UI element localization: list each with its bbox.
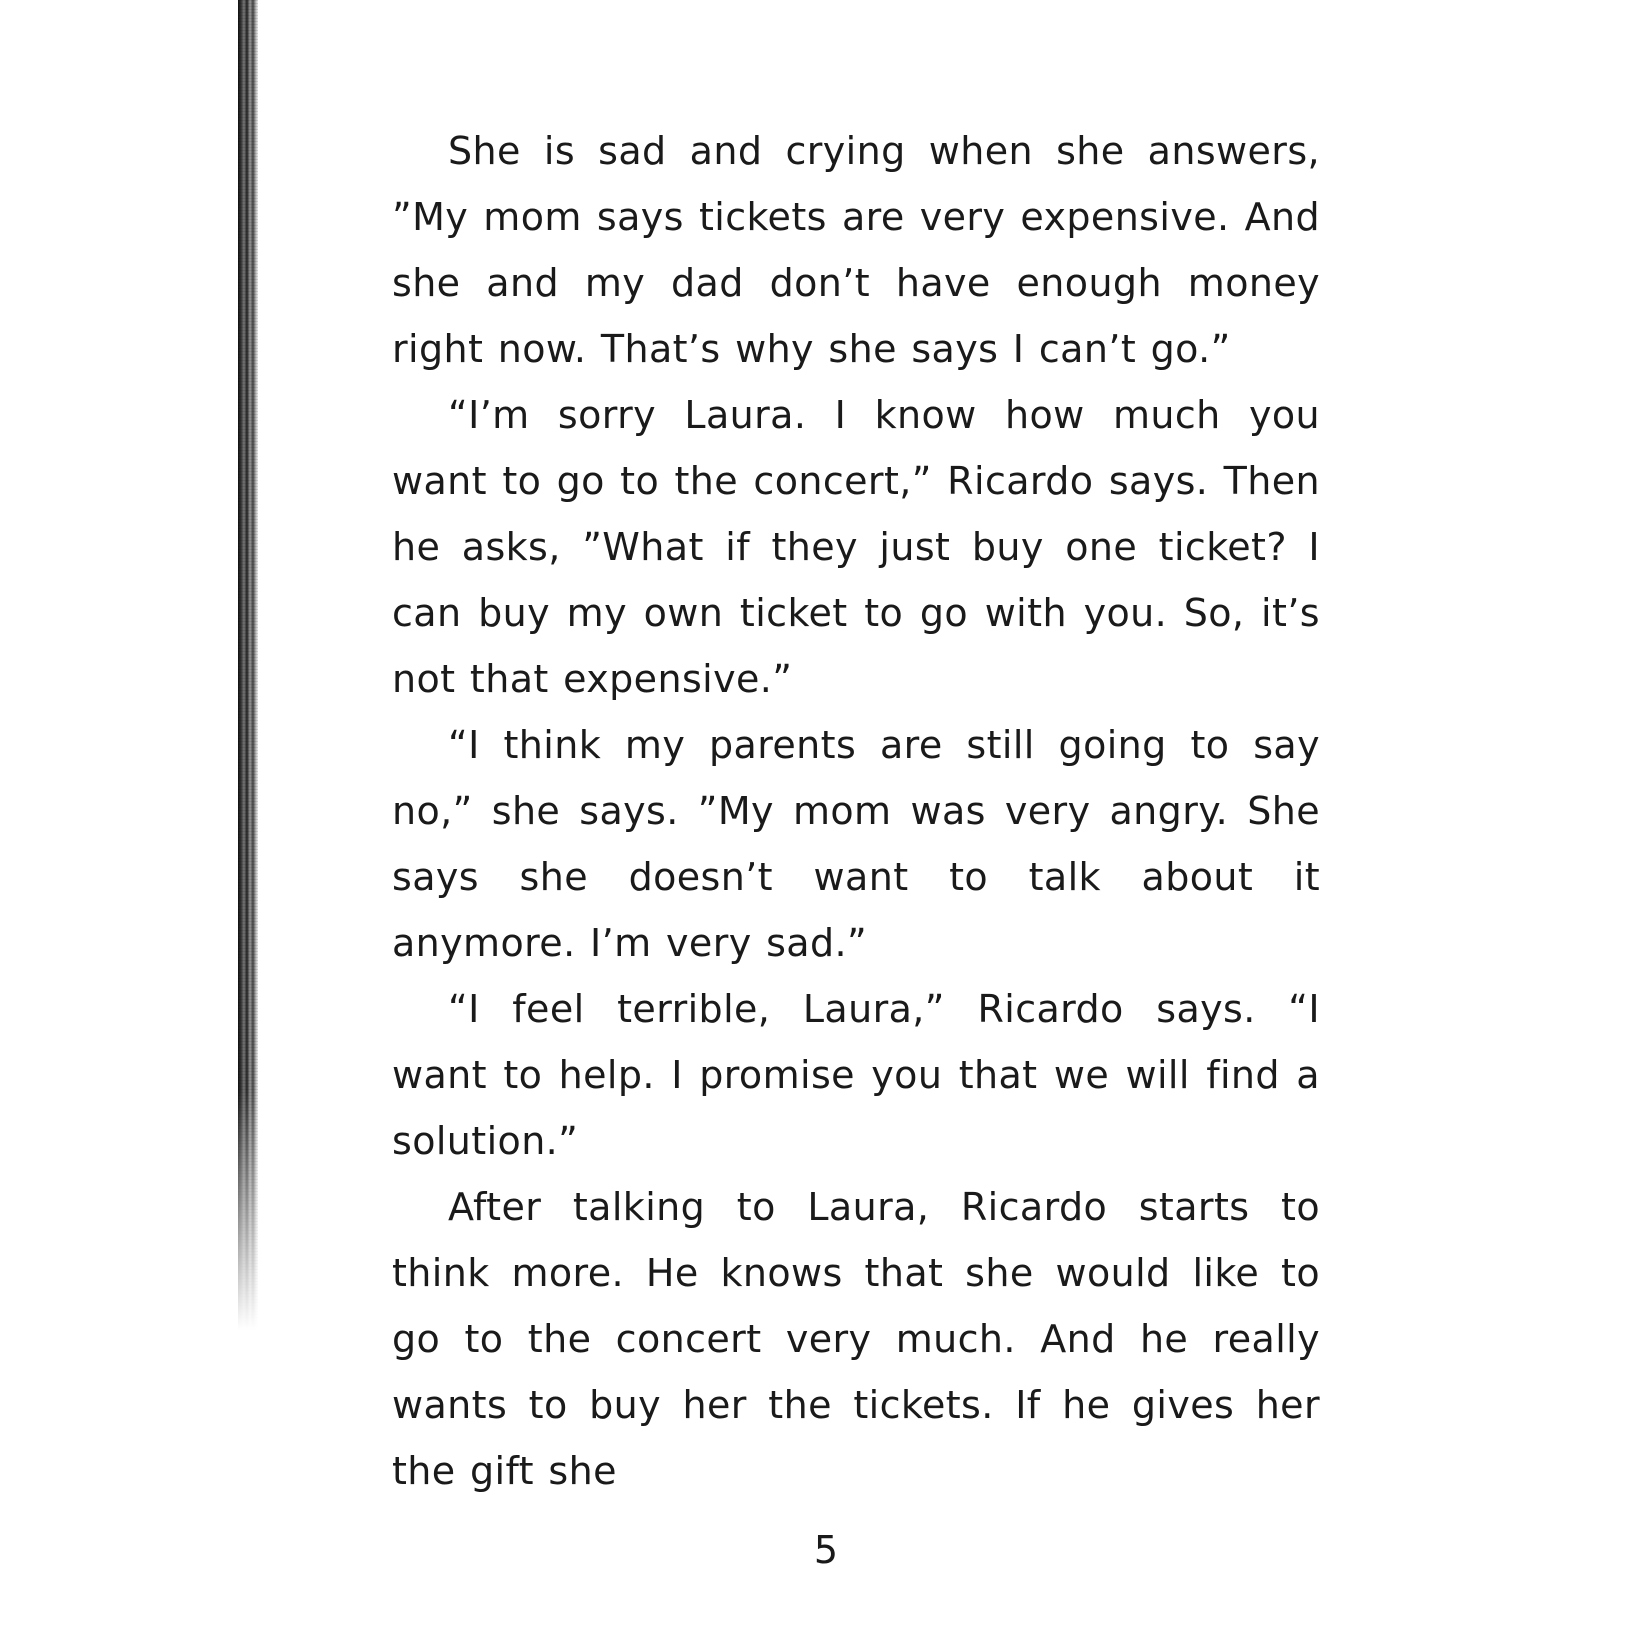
paragraph: She is sad and crying when she answers, ”My mom says tickets are very expensive. And she and my dad don’t have enough money right now. That’s why she says I can’t go.” xyxy=(392,129,1320,371)
paragraph: “I feel terrible, Laura,” Ricardo says. “I want to help. I promise you that we will find a solution.” xyxy=(392,987,1320,1163)
book-binding-edge xyxy=(238,0,258,1330)
paragraph: “I’m sorry Laura. I know how much you want to go to the concert,” Ricardo says. Then he asks, ”What if they just buy one ticket? I can buy my own ticket to go with you. So, it’s not that expensive.” xyxy=(392,393,1320,701)
paragraph: “I think my parents are still going to say no,” she says. ”My mom was very angry. She says she doesn’t want to talk about it anymore. I’m very sad.” xyxy=(392,723,1320,965)
page-number: 5 xyxy=(813,1528,839,1572)
story-text xyxy=(392,118,1320,1504)
paragraph: After talking to Laura, Ricardo starts to think more. He knows that she would like to go to the concert very much. And he really wants to buy her the tickets. If he gives her the gift she xyxy=(392,1185,1320,1493)
